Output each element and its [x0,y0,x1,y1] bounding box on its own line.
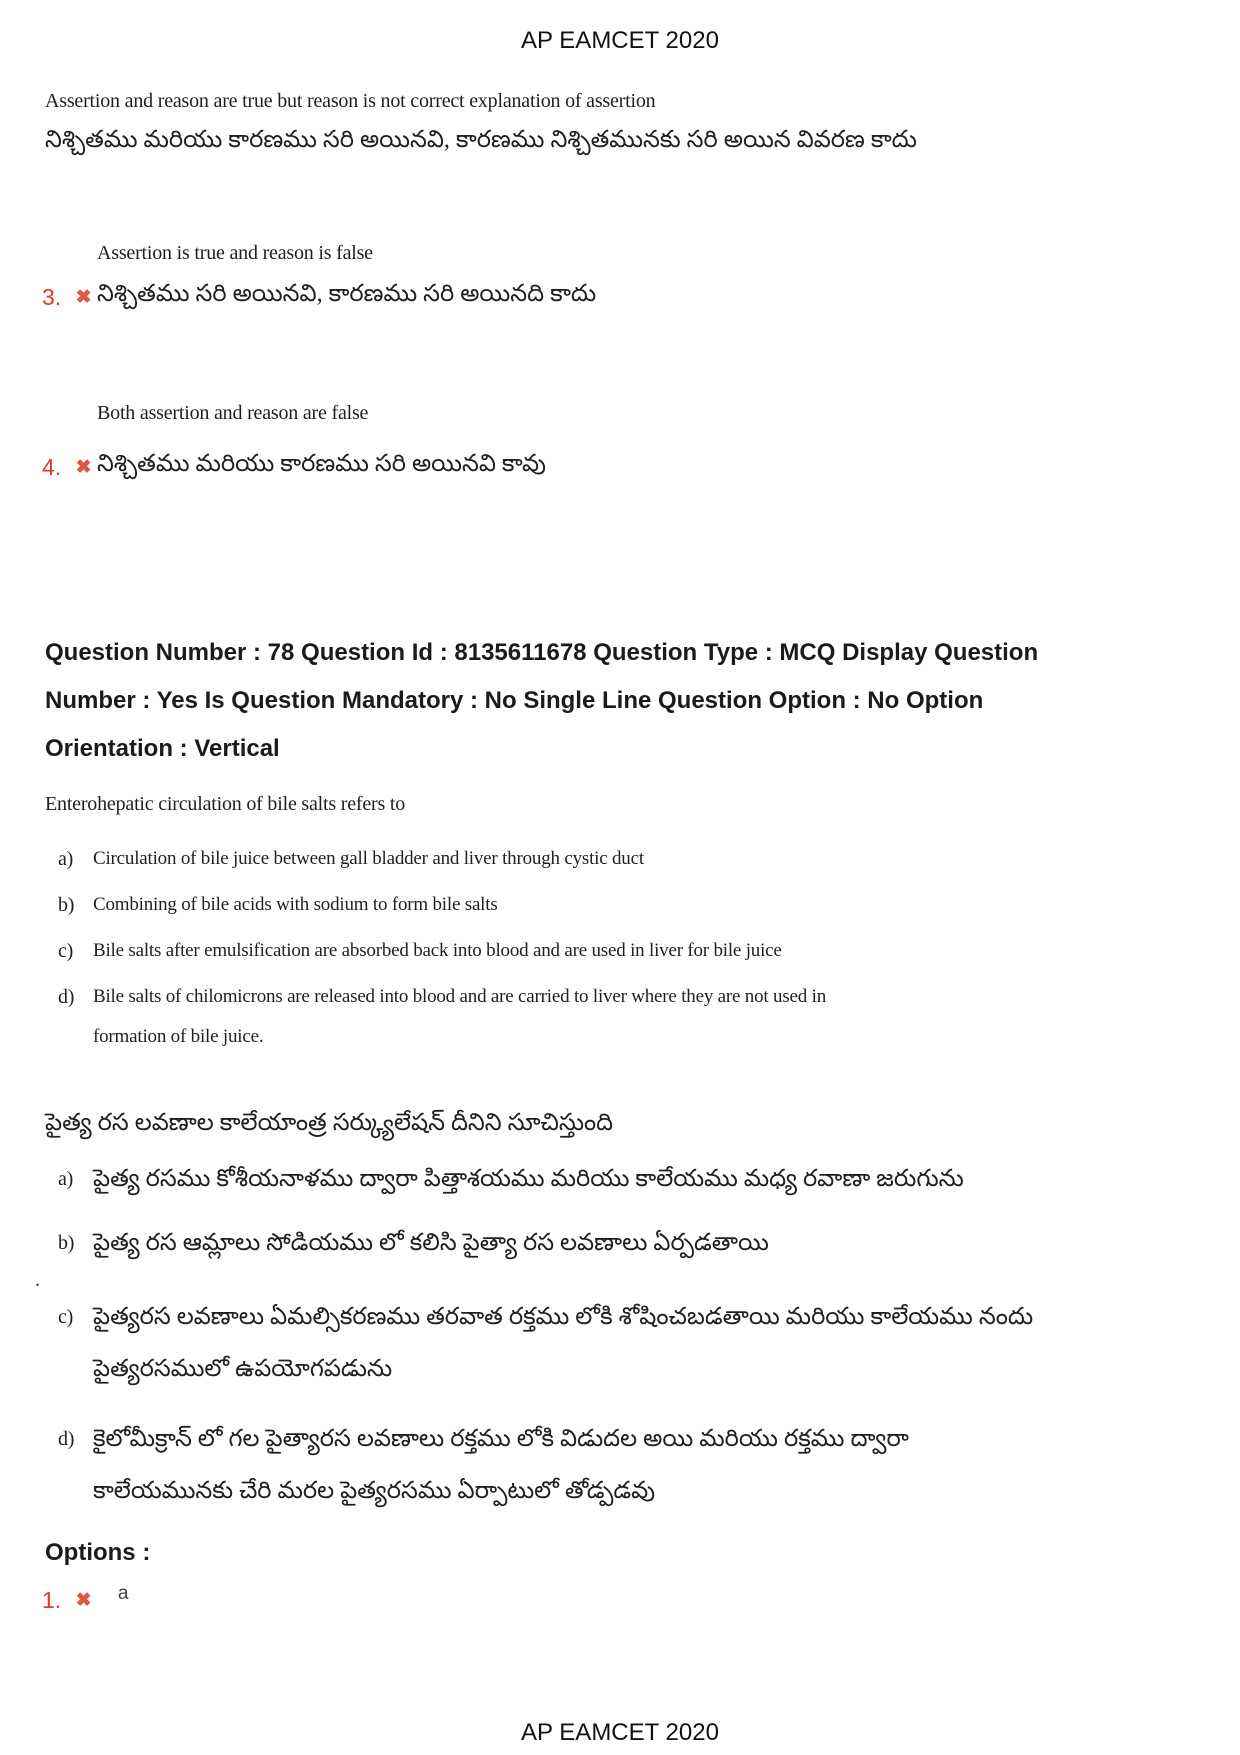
question-option-te-d [45,1413,1195,1517]
prev-option-3 [42,239,1195,311]
question-option-en-a [45,839,1195,879]
question-option-te-b [45,1217,1195,1269]
option-3-marker [42,284,92,311]
option-text: కైలోమీక్రాన్ లో గల పైత్యారస లవణాలు రక్తము లోకి విడుదల అయి మరియు రక్తము ద్వారా కాలేయమునకు చేరి మరల పైత్యరసము ఏర్పాటులో తోడ్పడవు [93,1426,909,1504]
question-option-en-d [45,977,1195,1057]
prev-explanation-en: Assertion and reason are true but reason is not correct explanation of assertion [45,90,656,112]
option-text: Combining of bile acids with sodium to form bile salts [93,894,498,915]
page-header-title: AP EAMCET 2020 [521,27,719,54]
option-text-te: నిశ్చితము మరియు కారణము సరి అయినవి కావు [97,451,546,477]
question-meta-line-1: Question Number : 78 Question Id : 8135611678 Question Type : MCQ Display Question [45,639,1039,666]
answer-row-1 [42,1583,1195,1614]
question-option-en-b [45,885,1195,925]
answer-option-letter: a [117,1583,129,1604]
option-label: b) [58,894,75,916]
option-label: a) [58,848,74,870]
stray-dot-mark: . [35,1269,40,1291]
option-text: Bile salts after emulsification are absorbed back into blood and are used in liver for bile juice [93,940,782,961]
option-number: 4. [42,454,62,480]
option-label: d) [58,1428,75,1450]
option-text: Bile salts of chilomicrons are released into blood and are carried to liver where they are not used in formation of bile juice. [93,986,826,1047]
question-stem-en: Enterohepatic circulation of bile salts refers to [45,793,406,815]
question-option-te-c [35,1269,1195,1395]
question-stem-te: పైత్య రస లవణాల కాలేయాంత్ర సర్క్యులేషన్ దీనిని సూచిస్తుంది [45,1110,614,1136]
option-text-en: Both assertion and reason are false [97,402,369,424]
option-text-te: నిశ్చితము సరి అయినవి, కారణము సరి అయినది కాదు [97,281,597,307]
question-meta-line-2: Number : Yes Is Question Mandatory : No Single Line Question Option : No Option [45,687,984,714]
wrong-cross-icon: ✖ [75,457,92,478]
option-label: c) [58,1306,74,1328]
option-label: a) [58,1168,74,1190]
option-text: పైత్య రసము కోశీయనాళము ద్వారా పిత్తాశయము మరియు కాలేయము మధ్య రవాణా జరుగును [93,1166,964,1192]
option-label: c) [58,940,74,962]
question-option-en-c [45,931,1195,971]
question-meta [45,629,1195,773]
option-number: 3. [42,284,62,310]
page-content [0,87,1240,1614]
question-meta-line-3: Orientation : Vertical [45,735,280,762]
option-label: d) [58,986,75,1008]
option-label: b) [58,1232,75,1254]
page-footer-title: AP EAMCET 2020 [521,1719,719,1746]
option-text: పైత్య రస ఆమ్లాలు సోడియము లో కలిసి పైత్యా రస లవణాలు ఏర్పడతాయి [93,1230,769,1256]
question-option-te-a [45,1153,1195,1205]
prev-explanation-te: నిశ్చితము మరియు కారణము సరి అయినవి, కారణము నిశ్చితమునకు సరి అయిన వివరణ కాదు [45,127,917,153]
wrong-cross-icon: ✖ [75,1590,92,1611]
option-text: పైత్యరస లవణాలు ఏమల్సికరణము తరవాత రక్తము లోకి శోషించబడతాయి మరియు కాలేయము నందు పైత్యరసములో ఉపయోగపడును [93,1304,1034,1382]
answer-number: 1. [42,1587,62,1613]
option-text: Circulation of bile juice between gall bladder and liver through cystic duct [93,848,644,869]
option-text-en: Assertion is true and reason is false [97,242,373,264]
options-heading: Options : [45,1539,151,1566]
wrong-cross-icon: ✖ [75,287,92,308]
prev-option-4 [42,399,1195,481]
option-4-marker [42,454,92,481]
